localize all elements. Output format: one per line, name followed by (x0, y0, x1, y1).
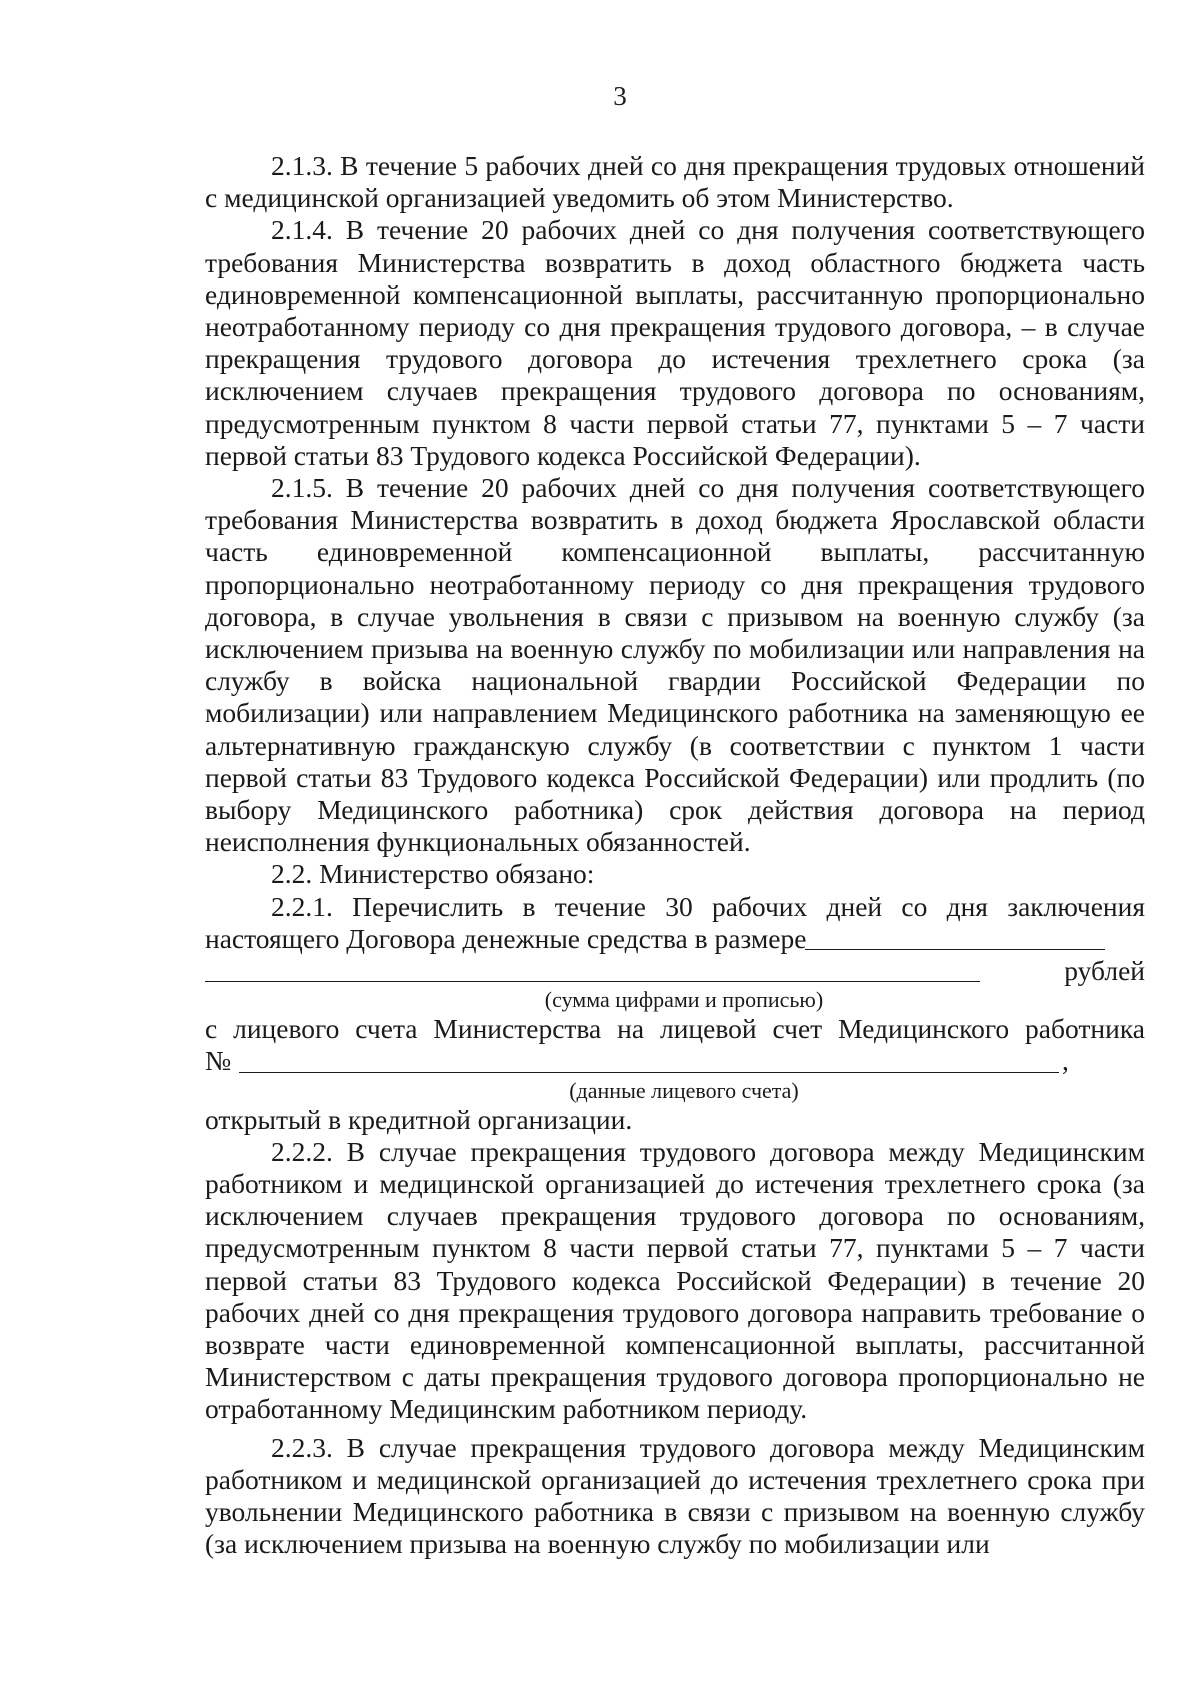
clause-2-2-1-text-line (205, 891, 1145, 955)
clause-2-1-3: 2.1.3. В течение 5 рабочих дней со дня прекращения трудовых отношений с медицинской организацией уведомить об этом Министерство. (205, 150, 1145, 214)
clause-2-1-4: 2.1.4. В течение 20 рабочих дней со дня получения соответствующего требования Министерства возвратить в доход областного бюджета часть единовременной компенсационной выплаты, рассчитанную пропорционально неотработанному периоду со дня прекращения трудового договора, – в случае прекращения трудового договора до истечения трехлетнего срока (за исключением случаев прекращения трудового договора по основаниям, предусмотренным пунктом 8 части первой статьи 77, пунктами 5 – 7 части первой статьи 83 Трудового кодекса Российской Федерации). (205, 214, 1145, 471)
clause-2-2-3: 2.2.3. В случае прекращения трудового договора между Медицинским работником и медицинской организацией до истечения трехлетнего срока при увольнении Медицинского работника в связи с призывом на военную службу (за исключением призыва на военную службу по мобилизации или (205, 1431, 1145, 1560)
document-body (205, 150, 1145, 1560)
sum-underline (205, 981, 980, 982)
sum-caption: (сумма цифрами и прописью) (544, 987, 824, 1013)
rubles-label: рублей (1064, 955, 1145, 987)
account-fill-line (205, 1045, 1145, 1077)
opened-text: открытый в кредитной организации. (205, 1103, 633, 1135)
account-caption: (данные лицевого счета) (569, 1077, 799, 1103)
account-text: с лицевого счета Министерства на лицевой счет Медицинского работника (205, 1013, 1145, 1045)
clause-2-2-2: 2.2.2. В случае прекращения трудового договора между Медицинским работником и медицинской организацией до истечения трехлетнего срока (за исключением случаев прекращения трудового договора по основаниям, предусмотренным пунктом 8 части первой статьи 77, пунктами 5 – 7 части первой статьи 83 Трудового кодекса Российской Федерации) в течение 20 рабочих дней со дня прекращения трудового договора направить требование о возврате части единовременной компенсационной выплаты, рассчитанной Министерством с даты прекращения трудового договора пропорционально не отработанному Медицинским работником периоду. (205, 1135, 1145, 1425)
page-number: 3 (613, 81, 627, 111)
sum-fill-line (205, 955, 1145, 987)
clause-2-2: 2.2. Министерство обязано: (271, 858, 595, 890)
account-underline (239, 1072, 1059, 1073)
number-sign: № (205, 1045, 232, 1077)
clause-2-1-5: 2.1.5. В течение 20 рабочих дней со дня получения соответствующего требования Министерства возвратить в доход бюджета Ярославской области часть единовременной компенсационной выплаты, рассчитанную пропорционально неотработанному периоду со дня прекращения трудового договора, в случае увольнения в связи с призывом на военную службу (за исключением призыва на военную службу по мобилизации или направления на службу в войска национальной гвардии Российской Федерации по мобилизации) или направлением Медицинского работника на заменяющую ее альтернативную гражданскую службу (в соответствии с пунктом 1 части первой статьи 83 Трудового кодекса Российской Федерации) или продлить (по выбору Медицинского работника) срок действия договора на период неисполнения функциональных обязанностей. (205, 472, 1145, 858)
amount-underline (805, 949, 1105, 950)
comma: , (1062, 1045, 1069, 1077)
clause-2-2-1 (205, 891, 1145, 955)
clause-2-2-1-text: 2.2.1. Перечислить в течение 30 рабочих дней со дня заключения настоящего Договора денежные средства в размере (205, 890, 1145, 954)
